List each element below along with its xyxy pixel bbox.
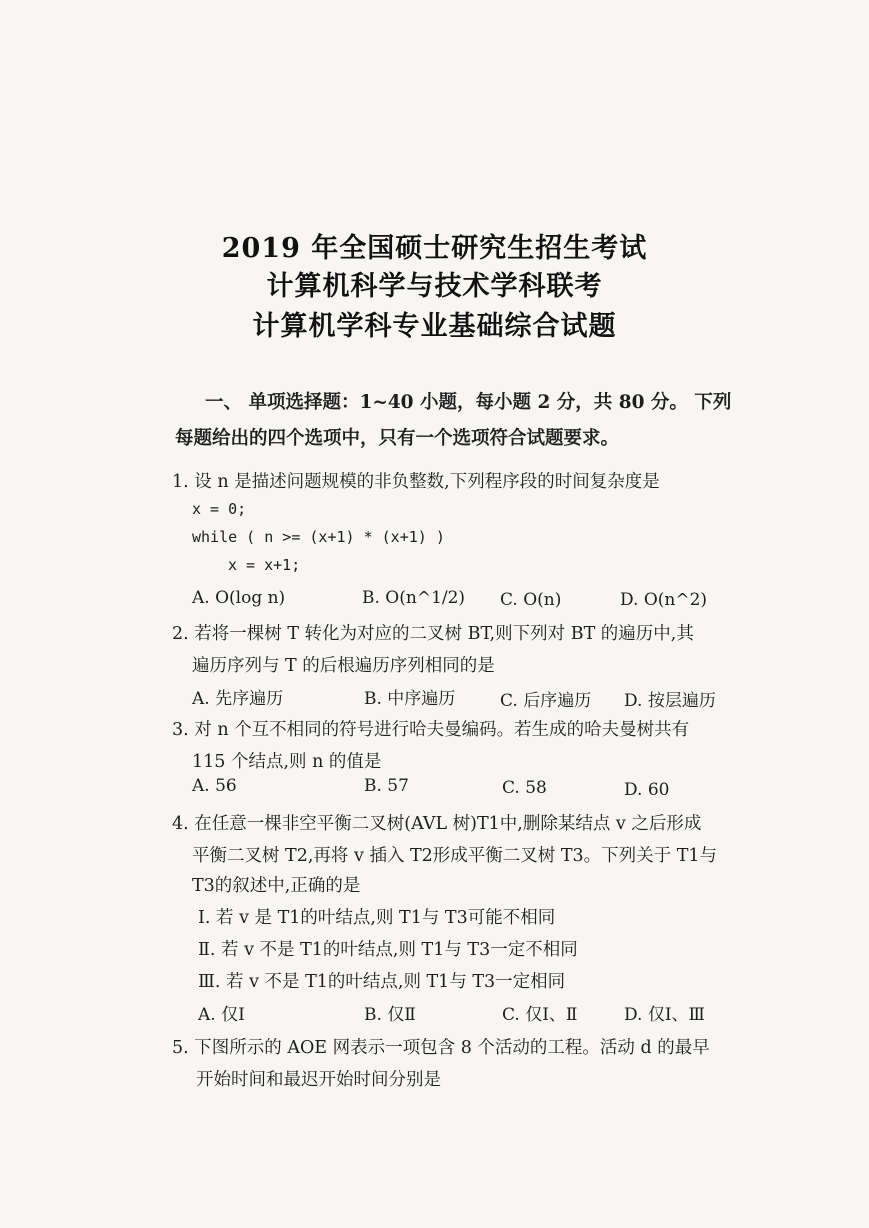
section-heading-line1: 一、 单项选择题：1~40 小题，每小题 2 分，共 80 分。 下列 [205, 392, 732, 413]
q4-option-d: D. 仅Ⅰ、Ⅲ [624, 1005, 705, 1025]
q2-option-b: B. 中序遍历 [364, 689, 456, 709]
exam-title-line3: 计算机学科专业基础综合试题 [252, 311, 617, 342]
q3-line2: 115 个结点,则 n 的值是 [192, 752, 382, 772]
q1-stem: 1. 设 n 是描述问题规模的非负整数,下列程序段的时间复杂度是 [172, 472, 660, 492]
q3-line1: 3. 对 n 个互不相同的符号进行哈夫曼编码。若生成的哈夫曼树共有 [172, 720, 690, 740]
q1-code-line2: while ( n >= (x+1) * (x+1) ) [192, 528, 445, 546]
q1-option-d: D. O(n^2) [620, 590, 708, 610]
q1-code-line3: x = x+1; [228, 556, 301, 574]
q1-option-b: B. O(n^1/2) [362, 588, 466, 608]
q4-line2: 平衡二叉树 T2,再将 v 插入 T2形成平衡二叉树 T3。下列关于 T1与 [192, 846, 718, 866]
q3-option-b: B. 57 [364, 776, 409, 796]
q2-line2: 遍历序列与 T 的后根遍历序列相同的是 [192, 656, 495, 676]
q3-option-d: D. 60 [624, 780, 670, 800]
q3-option-a: A. 56 [192, 776, 237, 796]
q1-option-c: C. O(n) [500, 590, 562, 610]
q4-statement-2: Ⅱ. 若 v 不是 T1的叶结点,则 T1与 T3一定不相同 [198, 940, 578, 960]
q4-line1: 4. 在任意一棵非空平衡二叉树(AVL 树)T1中,删除某结点 v 之后形成 [172, 814, 702, 834]
exam-title-line2: 计算机科学与技术学科联考 [266, 271, 603, 302]
q4-statement-1: Ⅰ. 若 v 是 T1的叶结点,则 T1与 T3可能不相同 [198, 908, 556, 928]
q4-option-c: C. 仅Ⅰ、Ⅱ [502, 1005, 578, 1025]
q4-statement-3: Ⅲ. 若 v 不是 T1的叶结点,则 T1与 T3一定相同 [198, 972, 566, 992]
q4-option-a: A. 仅Ⅰ [198, 1005, 245, 1025]
q2-option-c: C. 后序遍历 [500, 691, 592, 711]
q3-option-c: C. 58 [502, 778, 547, 798]
q4-option-b: B. 仅Ⅱ [364, 1005, 416, 1025]
q1-code-line1: x = 0; [192, 500, 247, 518]
q5-line2: 开始时间和最迟开始时间分别是 [196, 1070, 441, 1090]
q2-line1: 2. 若将一棵树 T 转化为对应的二叉树 BT,则下列对 BT 的遍历中,其 [172, 624, 694, 644]
q2-option-d: D. 按层遍历 [624, 691, 716, 711]
q5-line1: 5. 下图所示的 AOE 网表示一项包含 8 个活动的工程。活动 d 的最早 [172, 1038, 710, 1058]
q2-option-a: A. 先序遍历 [192, 689, 284, 709]
q1-option-a: A. O(log n) [192, 588, 286, 608]
exam-title-line1: 2019 年全国硕士研究生招生考试 [221, 233, 648, 264]
section-heading-line2: 每题给出的四个选项中，只有一个选项符合试题要求。 [175, 428, 620, 449]
q4-line3: T3的叙述中,正确的是 [192, 876, 361, 896]
